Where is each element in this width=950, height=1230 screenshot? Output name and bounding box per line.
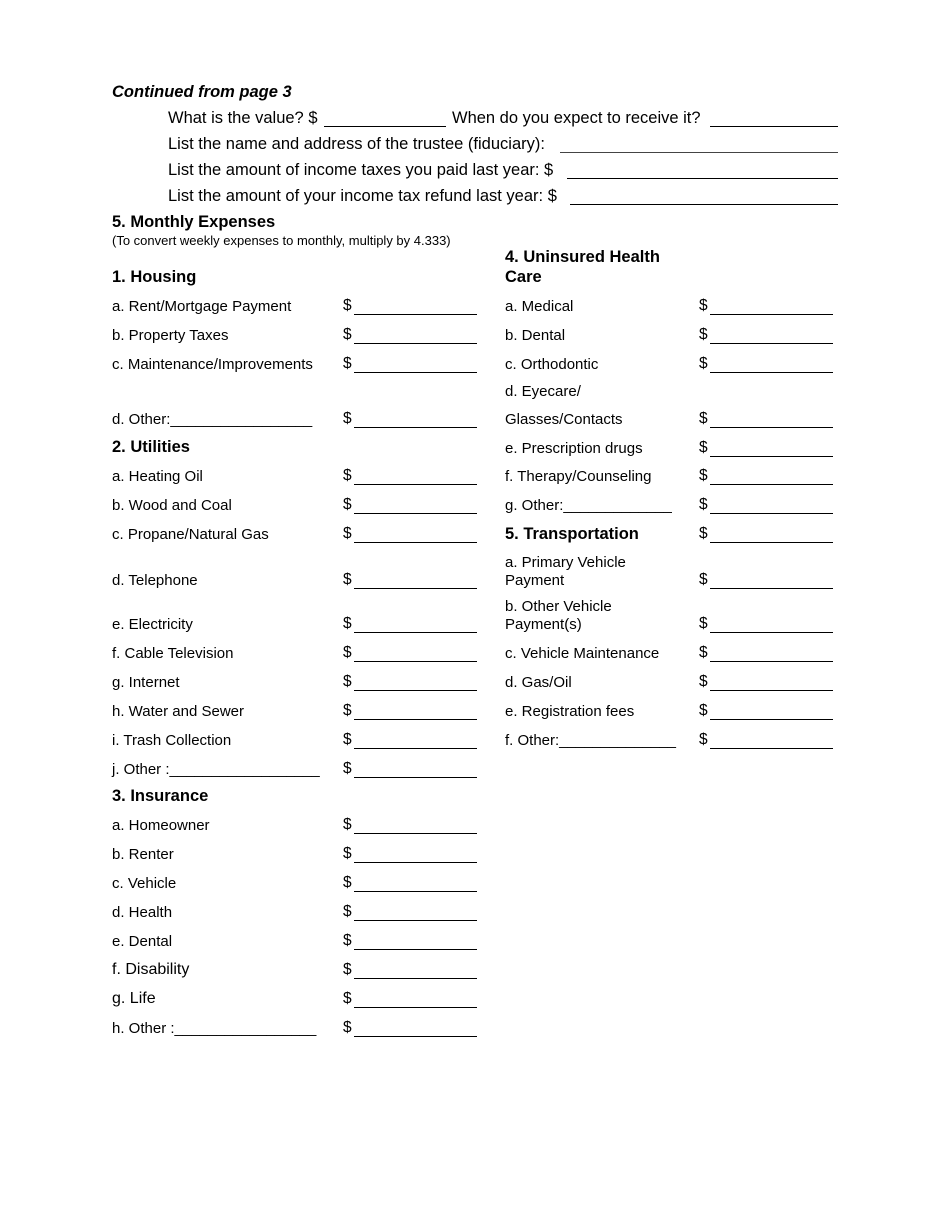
- amount-field[interactable]: [354, 833, 477, 834]
- expense-label: e. Dental: [112, 933, 173, 950]
- monthly-expenses-note: (To convert weekly expenses to monthly, multiply by 4.333): [112, 233, 451, 248]
- expense-label: g. Life: [112, 990, 156, 1007]
- trustee-question: List the name and address of the trustee (fiduciary):: [168, 135, 545, 153]
- dollar-sign: $: [699, 571, 708, 588]
- expense-label: g. Other:_____________: [505, 497, 672, 514]
- dollar-sign: $: [343, 355, 352, 372]
- amount-field[interactable]: [710, 588, 833, 589]
- expense-label: e. Electricity: [112, 616, 193, 633]
- amount-field[interactable]: [710, 456, 833, 457]
- expense-label-cont: Payment: [505, 572, 565, 589]
- expense-label: f. Disability: [112, 961, 190, 978]
- taxes-paid-field[interactable]: [567, 178, 838, 179]
- amount-field[interactable]: [710, 343, 833, 344]
- transportation-title: 5. Transportation: [505, 525, 639, 543]
- dollar-sign: $: [343, 760, 352, 777]
- dollar-sign: $: [699, 615, 708, 632]
- amount-field[interactable]: [354, 891, 477, 892]
- expense-label: d. Other:_________________: [112, 411, 313, 428]
- expect-question: When do you expect to receive it?: [452, 109, 701, 127]
- amount-field[interactable]: [354, 513, 477, 514]
- expense-label: b. Renter: [112, 846, 174, 863]
- expense-label: d. Eyecare/: [505, 383, 581, 400]
- dollar-sign: $: [343, 467, 352, 484]
- amount-field[interactable]: [354, 588, 477, 589]
- amount-field[interactable]: [354, 978, 477, 979]
- amount-field[interactable]: [710, 661, 833, 662]
- amount-field[interactable]: [354, 427, 477, 428]
- dollar-sign: $: [343, 326, 352, 343]
- expense-label: a. Homeowner: [112, 817, 210, 834]
- expense-label: c. Vehicle Maintenance: [505, 645, 660, 662]
- dollar-sign: $: [343, 903, 352, 920]
- expense-label: b. Wood and Coal: [112, 497, 232, 514]
- health-title: 4. Uninsured Health: [505, 248, 660, 266]
- continued-header: Continued from page 3: [112, 83, 292, 101]
- dollar-sign: $: [343, 731, 352, 748]
- amount-field[interactable]: [354, 343, 477, 344]
- tax-refund-question: List the amount of your income tax refund last year: $: [168, 187, 557, 205]
- amount-field[interactable]: [710, 748, 833, 749]
- dollar-sign: $: [699, 731, 708, 748]
- expense-label: j. Other :__________________: [112, 761, 320, 778]
- amount-field[interactable]: [354, 661, 477, 662]
- dollar-sign: $: [343, 410, 352, 427]
- expense-label: h. Water and Sewer: [112, 703, 245, 720]
- expense-label: d. Health: [112, 904, 173, 921]
- insurance-title: 3. Insurance: [112, 787, 209, 805]
- dollar-sign: $: [343, 525, 352, 542]
- dollar-sign: $: [343, 571, 352, 588]
- amount-field[interactable]: [354, 777, 477, 778]
- expense-label: d. Telephone: [112, 572, 198, 589]
- value-question: What is the value? $: [168, 109, 318, 127]
- expense-label: a. Heating Oil: [112, 468, 203, 485]
- expense-label: c. Maintenance/Improvements: [112, 356, 313, 373]
- dollar-sign: $: [343, 874, 352, 891]
- expense-label: a. Rent/Mortgage Payment: [112, 298, 292, 315]
- expect-date-field[interactable]: [710, 126, 838, 127]
- expense-label: b. Dental: [505, 327, 566, 344]
- amount-field[interactable]: [710, 513, 833, 514]
- expense-label: f. Other:______________: [505, 732, 676, 749]
- dollar-sign: $: [699, 496, 708, 513]
- dollar-sign: $: [699, 467, 708, 484]
- amount-field[interactable]: [710, 542, 833, 543]
- monthly-expenses-title: 5. Monthly Expenses: [112, 213, 276, 231]
- expense-label: c. Vehicle: [112, 875, 177, 892]
- dollar-sign: $: [699, 525, 708, 542]
- amount-field[interactable]: [354, 314, 477, 315]
- expense-label: c. Propane/Natural Gas: [112, 526, 269, 543]
- dollar-sign: $: [699, 673, 708, 690]
- amount-field[interactable]: [354, 484, 477, 485]
- dollar-sign: $: [343, 673, 352, 690]
- expense-label: h. Other :_________________: [112, 1020, 317, 1037]
- dollar-sign: $: [343, 845, 352, 862]
- amount-field[interactable]: [710, 314, 833, 315]
- amount-field[interactable]: [710, 632, 833, 633]
- dollar-sign: $: [343, 702, 352, 719]
- amount-field[interactable]: [354, 1036, 477, 1037]
- amount-field[interactable]: [354, 920, 477, 921]
- dollar-sign: $: [343, 932, 352, 949]
- expense-label: f. Therapy/Counseling: [505, 468, 652, 485]
- dollar-sign: $: [699, 702, 708, 719]
- dollar-sign: $: [343, 644, 352, 661]
- dollar-sign: $: [343, 615, 352, 632]
- expense-label: e. Prescription drugs: [505, 440, 643, 457]
- amount-field[interactable]: [710, 690, 833, 691]
- tax-refund-field[interactable]: [570, 204, 838, 205]
- amount-field[interactable]: [710, 719, 833, 720]
- dollar-sign: $: [699, 297, 708, 314]
- expense-label: a. Medical: [505, 298, 574, 315]
- dollar-sign: $: [699, 410, 708, 427]
- expense-label-cont: Glasses/Contacts: [505, 411, 623, 428]
- expense-label: f. Cable Television: [112, 645, 234, 662]
- expense-label: g. Internet: [112, 674, 180, 691]
- amount-field[interactable]: [354, 542, 477, 543]
- expense-label: e. Registration fees: [505, 703, 635, 720]
- value-field[interactable]: [324, 126, 446, 127]
- expense-label: b. Other Vehicle: [505, 598, 612, 615]
- taxes-paid-question: List the amount of income taxes you paid last year: $: [168, 161, 554, 179]
- dollar-sign: $: [343, 816, 352, 833]
- amount-field[interactable]: [354, 862, 477, 863]
- dollar-sign: $: [343, 990, 352, 1007]
- amount-field[interactable]: [354, 632, 477, 633]
- amount-field[interactable]: [354, 748, 477, 749]
- housing-title: 1. Housing: [112, 268, 197, 286]
- amount-field[interactable]: [354, 949, 477, 950]
- expense-label: a. Primary Vehicle: [505, 554, 626, 571]
- utilities-title: 2. Utilities: [112, 438, 190, 456]
- amount-field[interactable]: [354, 690, 477, 691]
- amount-field[interactable]: [354, 1007, 477, 1008]
- amount-field[interactable]: [354, 719, 477, 720]
- dollar-sign: $: [343, 1019, 352, 1036]
- dollar-sign: $: [699, 439, 708, 456]
- amount-field[interactable]: [710, 372, 833, 373]
- expense-label: d. Gas/Oil: [505, 674, 572, 691]
- trustee-field[interactable]: [560, 152, 838, 153]
- dollar-sign: $: [699, 326, 708, 343]
- health-title-cont: Care: [505, 268, 542, 286]
- amount-field[interactable]: [710, 427, 833, 428]
- dollar-sign: $: [343, 961, 352, 978]
- expense-label: b. Property Taxes: [112, 327, 229, 344]
- amount-field[interactable]: [354, 372, 477, 373]
- dollar-sign: $: [343, 496, 352, 513]
- dollar-sign: $: [343, 297, 352, 314]
- dollar-sign: $: [699, 644, 708, 661]
- expense-label: i. Trash Collection: [112, 732, 232, 749]
- expense-label: c. Orthodontic: [505, 356, 599, 373]
- amount-field[interactable]: [710, 484, 833, 485]
- dollar-sign: $: [699, 355, 708, 372]
- expense-label-cont: Payment(s): [505, 616, 582, 633]
